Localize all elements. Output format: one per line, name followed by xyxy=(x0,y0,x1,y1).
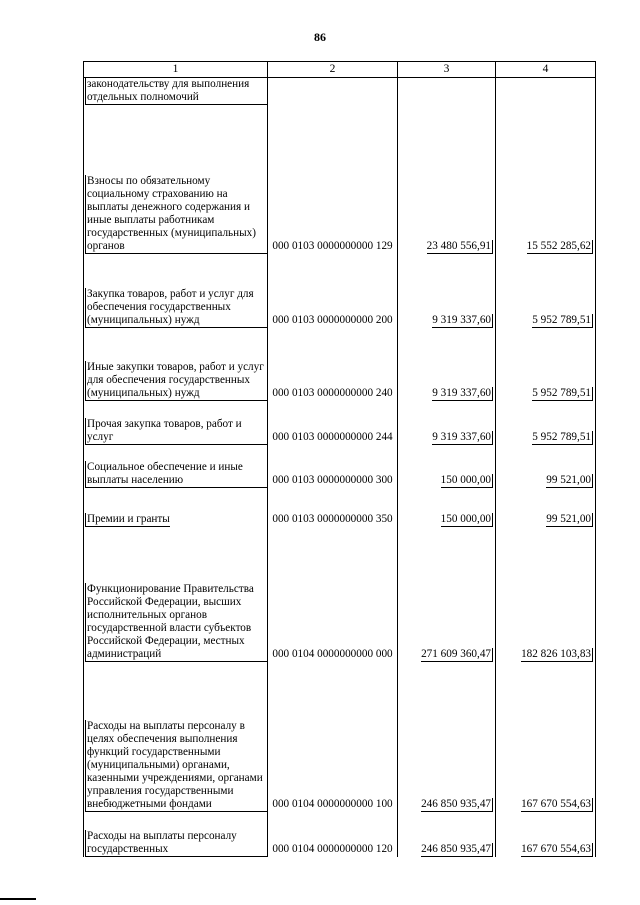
row-exec: 5 952 789,51 xyxy=(496,328,596,401)
row-exec: 167 670 554,63 xyxy=(496,812,596,857)
row-name: Расходы на выплаты персоналу в целях обеспечения выполнения функций государственными (муниципальными) органами, казенными учреждениями, органами управления государственными внебюджетными фондами xyxy=(84,662,268,812)
row-code: 000 0103 0000000000 200 xyxy=(268,254,398,328)
header-col-3: 3 xyxy=(398,62,496,78)
row-plan xyxy=(398,78,496,152)
table-row xyxy=(84,328,596,401)
row-exec: 15 552 285,62 xyxy=(496,152,596,254)
header-col-1: 1 xyxy=(84,62,268,78)
row-name: Прочая закупка товаров, работ и услуг xyxy=(84,401,268,445)
row-plan: 9 319 337,60 xyxy=(398,401,496,445)
row-exec: 182 826 103,83 xyxy=(496,527,596,662)
row-code xyxy=(268,78,398,152)
page-number: 86 xyxy=(314,30,326,44)
row-plan: 150 000,00 xyxy=(398,445,496,488)
table-row xyxy=(84,254,596,328)
row-name: Функционирование Правительства Российской Федерации, высших исполнительных органов государственной власти субъектов Российской Федерации, местных администраций xyxy=(84,527,268,662)
row-plan: 9 319 337,60 xyxy=(398,254,496,328)
header-col-2: 2 xyxy=(268,62,398,78)
row-plan: 150 000,00 xyxy=(398,488,496,527)
table-row xyxy=(84,78,596,152)
table-row xyxy=(84,662,596,812)
table-row xyxy=(84,401,596,445)
row-name: Расходы на выплаты персоналу государственных xyxy=(84,812,268,857)
row-name: законодательству для выполнения отдельных полномочий xyxy=(84,78,268,152)
row-code: 000 0104 0000000000 000 xyxy=(268,527,398,662)
row-exec xyxy=(496,78,596,152)
row-plan: 271 609 360,47 xyxy=(398,527,496,662)
row-name: Иные закупки товаров, работ и услуг для обеспечения государственных (муниципальных) нужд xyxy=(84,328,268,401)
table-row xyxy=(84,445,596,488)
row-code: 000 0104 0000000000 100 xyxy=(268,662,398,812)
row-plan: 9 319 337,60 xyxy=(398,328,496,401)
budget-table xyxy=(83,61,596,857)
row-code: 000 0104 0000000000 120 xyxy=(268,812,398,857)
row-exec: 5 952 789,51 xyxy=(496,401,596,445)
row-plan: 246 850 935,47 xyxy=(398,812,496,857)
footer-rule xyxy=(0,898,36,900)
row-plan: 246 850 935,47 xyxy=(398,662,496,812)
row-code: 000 0103 0000000000 350 xyxy=(268,488,398,527)
row-exec: 5 952 789,51 xyxy=(496,254,596,328)
row-code: 000 0103 0000000000 129 xyxy=(268,152,398,254)
row-exec: 99 521,00 xyxy=(496,445,596,488)
row-exec: 167 670 554,63 xyxy=(496,662,596,812)
row-name: Взносы по обязательному социальному страхованию на выплаты денежного содержания и иные выплаты работникам государственных (муниципальных) органов xyxy=(84,152,268,254)
row-code: 000 0103 0000000000 244 xyxy=(268,401,398,445)
row-plan: 23 480 556,91 xyxy=(398,152,496,254)
table-row xyxy=(84,812,596,857)
row-name: Премии и гранты xyxy=(84,488,268,527)
header-col-4: 4 xyxy=(496,62,596,78)
table-row xyxy=(84,527,596,662)
table-row xyxy=(84,488,596,527)
row-name: Социальное обеспечение и иные выплаты населению xyxy=(84,445,268,488)
row-name: Закупка товаров, работ и услуг для обеспечения государственных (муниципальных) нужд xyxy=(84,254,268,328)
row-code: 000 0103 0000000000 300 xyxy=(268,445,398,488)
row-code: 000 0103 0000000000 240 xyxy=(268,328,398,401)
table-header xyxy=(84,62,596,78)
table-row xyxy=(84,152,596,254)
row-exec: 99 521,00 xyxy=(496,488,596,527)
